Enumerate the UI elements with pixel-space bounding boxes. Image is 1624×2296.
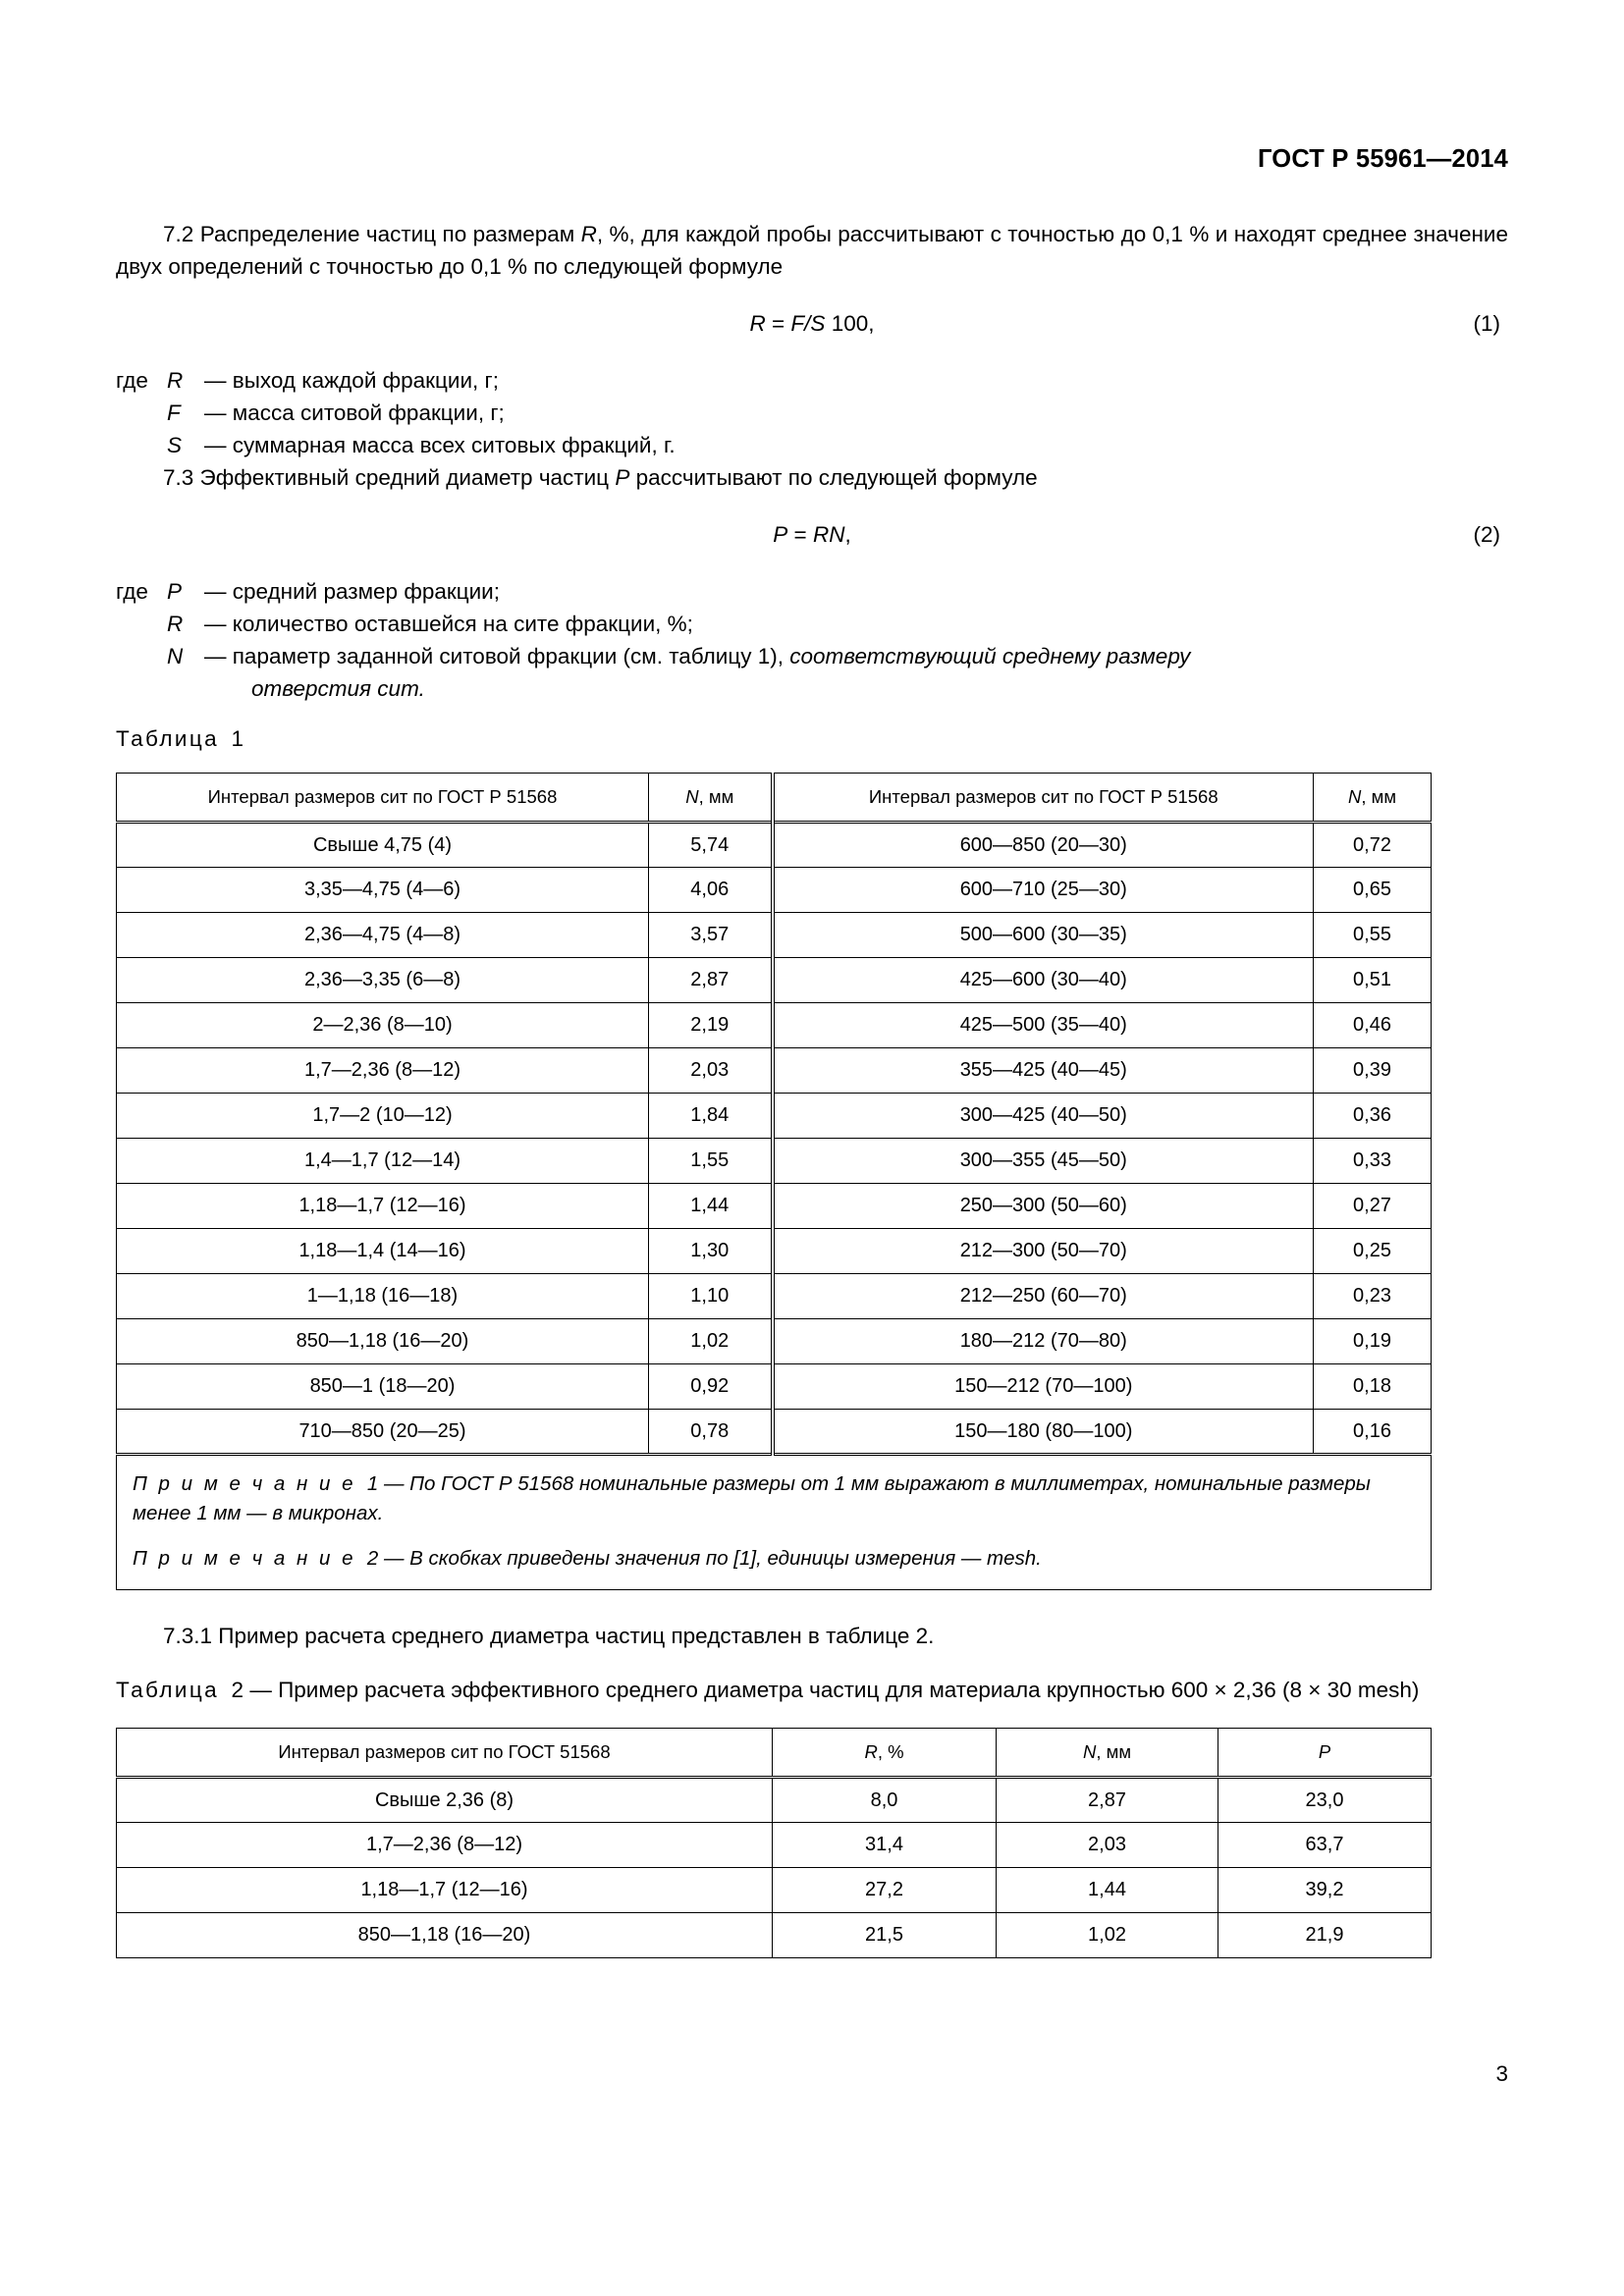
note-number: 2: [366, 1547, 379, 1570]
table-note-2: [133, 1544, 1415, 1574]
cell-interval-right: 150—180 (80—100): [773, 1410, 1314, 1455]
cell-n-right: 0,51: [1314, 958, 1432, 1003]
cell-n: 1,44: [997, 1868, 1218, 1913]
table-1-caption: [116, 722, 1508, 755]
formula-2-rhs-plain: ,: [844, 522, 851, 547]
formula-1-eq: =: [765, 311, 791, 336]
definition-text-continuation: отверстия сит.: [251, 676, 425, 701]
table-row-header: [117, 1729, 1432, 1778]
table-2-header-n: N, мм: [997, 1729, 1218, 1778]
cell-n-right: 0,25: [1314, 1229, 1432, 1274]
cell-n-right: 0,55: [1314, 913, 1432, 958]
definition-row: [116, 640, 1508, 705]
table-2-header-interval: Интервал размеров сит по ГОСТ 51568: [117, 1729, 773, 1778]
cell-n-left: 2,19: [649, 1003, 773, 1048]
table-1-notes: [117, 1455, 1432, 1590]
symbol-R: R: [580, 222, 597, 246]
cell-n-right: 0,72: [1314, 823, 1432, 868]
cell-p: 21,9: [1218, 1913, 1432, 1958]
table-2-caption-label: Таблица: [116, 1678, 220, 1702]
note-text: — По ГОСТ Р 51568 номинальные размеры от 1 мм выражают в миллиметрах, номинальные размеры менее 1 мм — в микронах.: [133, 1472, 1371, 1524]
note-label: П р и м е ч а н и е: [133, 1547, 356, 1570]
table-row: [117, 1410, 1432, 1455]
table-row: [117, 1823, 1432, 1868]
cell-interval-right: 500—600 (30—35): [773, 913, 1314, 958]
cell-interval-left: 1,4—1,7 (12—14): [117, 1139, 649, 1184]
definition-row: [116, 575, 1508, 608]
definition-row: [116, 608, 1508, 640]
table-row: [117, 913, 1432, 958]
cell-n-right: 0,19: [1314, 1319, 1432, 1364]
standard-header: ГОСТ Р 55961—2014: [1257, 145, 1508, 173]
definition-text: — масса ситовой фракции, г;: [204, 400, 505, 425]
cell-interval-right: 180—212 (70—80): [773, 1319, 1314, 1364]
cell-n-left: 1,84: [649, 1094, 773, 1139]
formula-2-rhs-italic: RN: [812, 522, 845, 547]
cell-interval-right: 250—300 (50—60): [773, 1184, 1314, 1229]
where-list-2: [116, 575, 1508, 705]
cell-interval: 1,7—2,36 (8—12): [117, 1823, 773, 1868]
table-2-caption-number: 2: [231, 1678, 244, 1702]
table-row: [117, 1229, 1432, 1274]
table-row: [117, 1913, 1432, 1958]
cell-n-left: 1,44: [649, 1184, 773, 1229]
table-row-header: [117, 774, 1432, 823]
formula-2: [116, 518, 1508, 551]
table-1: [116, 773, 1432, 1590]
table-row: [117, 868, 1432, 913]
clause-7-2-suffix: , %, для каждой пробы рассчитывают с точностью до 0,1 % и находят среднее значение двух определений с точностью до 0,1 % по следующей формуле: [116, 222, 1508, 279]
cell-r: 8,0: [773, 1778, 997, 1823]
cell-n-left: 1,55: [649, 1139, 773, 1184]
definition-row: [116, 397, 1508, 429]
definition-symbol: R: [167, 368, 184, 393]
definition-symbol: P: [167, 579, 183, 604]
clause-7-3-suffix: рассчитывают по следующей формуле: [629, 465, 1038, 490]
where-label-spacer: [116, 429, 167, 461]
table-row: [117, 1139, 1432, 1184]
cell-interval-left: 1—1,18 (16—18): [117, 1274, 649, 1319]
cell-n: 2,87: [997, 1778, 1218, 1823]
definition-symbol: S: [167, 433, 183, 457]
cell-n-left: 2,03: [649, 1048, 773, 1094]
page-content: [116, 218, 1508, 1958]
cell-interval-left: 850—1,18 (16—20): [117, 1319, 649, 1364]
cell-n-left: 4,06: [649, 868, 773, 913]
where-list-1: [116, 364, 1508, 461]
cell-n-right: 0,46: [1314, 1003, 1432, 1048]
formula-2-expression: [773, 518, 850, 551]
cell-interval-left: 1,18—1,4 (14—16): [117, 1229, 649, 1274]
definition-text-composite: [204, 640, 1508, 705]
cell-interval-left: 1,7—2 (10—12): [117, 1094, 649, 1139]
cell-n-right: 0,16: [1314, 1410, 1432, 1455]
clause-7-3-1-paragraph: 7.3.1 Пример расчета среднего диаметра частиц представлен в таблице 2.: [163, 1624, 935, 1648]
clause-7-2-paragraph: [116, 218, 1508, 283]
cell-n-left: 5,74: [649, 823, 773, 868]
table-row: [117, 1003, 1432, 1048]
cell-interval-left: 710—850 (20—25): [117, 1410, 649, 1455]
table-2-caption: [116, 1674, 1508, 1706]
where-label-spacer: [116, 397, 167, 429]
formula-2-number: (2): [1473, 522, 1500, 547]
definition-symbol: F: [167, 400, 181, 425]
cell-interval: 850—1,18 (16—20): [117, 1913, 773, 1958]
table-row: [117, 1048, 1432, 1094]
cell-interval-right: 600—850 (20—30): [773, 823, 1314, 868]
formula-1-rhs-italic: F/S: [790, 311, 826, 336]
table-1-header-n-left: N, мм: [649, 774, 773, 823]
cell-p: 23,0: [1218, 1778, 1432, 1823]
table-row: [117, 823, 1432, 868]
cell-n-left: 2,87: [649, 958, 773, 1003]
cell-r: 27,2: [773, 1868, 997, 1913]
table-2-header-p: P: [1218, 1729, 1432, 1778]
definition-text-plain: — параметр заданной ситовой фракции (см. таблицу 1),: [204, 644, 790, 668]
table-row: [117, 1274, 1432, 1319]
table-row: [117, 1364, 1432, 1410]
note-text: — В скобках приведены значения по [1], единицы измерения — mesh.: [383, 1547, 1042, 1570]
cell-interval-left: 2,36—3,35 (6—8): [117, 958, 649, 1003]
table-1-body: [117, 823, 1432, 1590]
definition-symbol: N: [167, 644, 184, 668]
definition-text: — выход каждой фракции, г;: [204, 368, 500, 393]
cell-n-right: 0,18: [1314, 1364, 1432, 1410]
cell-p: 39,2: [1218, 1868, 1432, 1913]
cell-interval-right: 212—300 (50—70): [773, 1229, 1314, 1274]
cell-n: 1,02: [997, 1913, 1218, 1958]
formula-1-number: (1): [1473, 311, 1500, 336]
formula-2-eq: =: [787, 522, 813, 547]
definition-text: — количество оставшейся на сите фракции, %;: [204, 612, 693, 636]
cell-r: 21,5: [773, 1913, 997, 1958]
cell-interval-right: 150—212 (70—100): [773, 1364, 1314, 1410]
cell-n-left: 1,02: [649, 1319, 773, 1364]
formula-1-rhs-plain: 100,: [825, 311, 875, 336]
definition-text: — средний размер фракции;: [204, 579, 500, 604]
cell-interval-right: 300—425 (40—50): [773, 1094, 1314, 1139]
clause-7-3-prefix: 7.3 Эффективный средний диаметр частиц: [163, 465, 616, 490]
cell-p: 63,7: [1218, 1823, 1432, 1868]
cell-n-left: 1,30: [649, 1229, 773, 1274]
definition-row: [116, 364, 1508, 397]
cell-n-left: 0,78: [649, 1410, 773, 1455]
cell-interval-right: 425—600 (30—40): [773, 958, 1314, 1003]
cell-n-left: 1,10: [649, 1274, 773, 1319]
table-1-header-n-right: N, мм: [1314, 774, 1432, 823]
cell-n-right: 0,33: [1314, 1139, 1432, 1184]
formula-1-expression: [750, 307, 875, 340]
table-1-header-interval-left: Интервал размеров сит по ГОСТ Р 51568: [117, 774, 649, 823]
clause-7-3-paragraph: [116, 461, 1508, 494]
cell-n-right: 0,36: [1314, 1094, 1432, 1139]
table-2-header-r: R, %: [773, 1729, 997, 1778]
table-2: [116, 1728, 1432, 1958]
table-row: [117, 1778, 1432, 1823]
cell-n: 2,03: [997, 1823, 1218, 1868]
table-note-1: [133, 1469, 1415, 1528]
cell-n-left: 0,92: [649, 1364, 773, 1410]
table-row: [117, 958, 1432, 1003]
table-row: [117, 1868, 1432, 1913]
table-2-caption-text: — Пример расчета эффективного среднего диаметра частиц для материала крупностью 600 × 2,36 (8 × 30 mesh): [249, 1678, 1420, 1702]
table-row: [117, 1094, 1432, 1139]
cell-r: 31,4: [773, 1823, 997, 1868]
where-label: где: [116, 579, 148, 604]
cell-n-left: 3,57: [649, 913, 773, 958]
clause-7-2-prefix: 7.2 Распределение частиц по размерам: [163, 222, 581, 246]
formula-2-lhs: P: [773, 522, 788, 547]
cell-n-right: 0,23: [1314, 1274, 1432, 1319]
where-label: где: [116, 368, 148, 393]
cell-interval-left: 3,35—4,75 (4—6): [117, 868, 649, 913]
table-1-notes-row: [117, 1455, 1432, 1590]
definition-text-italic: соответствующий среднему размеру: [789, 644, 1191, 668]
cell-interval-right: 600—710 (25—30): [773, 868, 1314, 913]
table-1-caption-number: 1: [231, 726, 244, 751]
note-label: П р и м е ч а н и е: [133, 1472, 356, 1495]
cell-interval-right: 300—355 (45—50): [773, 1139, 1314, 1184]
symbol-P: P: [615, 465, 630, 490]
cell-interval-left: 1,7—2,36 (8—12): [117, 1048, 649, 1094]
cell-n-right: 0,39: [1314, 1048, 1432, 1094]
cell-n-right: 0,27: [1314, 1184, 1432, 1229]
definition-text: — суммарная масса всех ситовых фракций, г.: [204, 433, 676, 457]
definition-row: [116, 429, 1508, 461]
cell-interval-right: 425—500 (35—40): [773, 1003, 1314, 1048]
cell-interval-left: 1,18—1,7 (12—16): [117, 1184, 649, 1229]
cell-interval-left: Свыше 4,75 (4): [117, 823, 649, 868]
table-1-header-interval-right: Интервал размеров сит по ГОСТ Р 51568: [773, 774, 1314, 823]
formula-1-lhs: R: [749, 311, 766, 336]
cell-interval-left: 2,36—4,75 (4—8): [117, 913, 649, 958]
cell-interval-left: 850—1 (18—20): [117, 1364, 649, 1410]
cell-interval-right: 355—425 (40—45): [773, 1048, 1314, 1094]
page-number: 3: [1495, 2061, 1508, 2086]
table-1-block: [116, 722, 1508, 1590]
cell-interval: 1,18—1,7 (12—16): [117, 1868, 773, 1913]
where-label-spacer: [116, 608, 167, 640]
table-2-block: [116, 1674, 1508, 1958]
table-1-caption-label: Таблица: [116, 726, 220, 751]
cell-n-right: 0,65: [1314, 868, 1432, 913]
where-label-spacer: [116, 640, 167, 705]
cell-interval: Свыше 2,36 (8): [117, 1778, 773, 1823]
table-row: [117, 1184, 1432, 1229]
formula-1: [116, 307, 1508, 340]
note-number: 1: [366, 1472, 379, 1495]
table-row: [117, 1319, 1432, 1364]
table-2-body: [117, 1778, 1432, 1958]
definition-symbol: R: [167, 612, 184, 636]
cell-interval-right: 212—250 (60—70): [773, 1274, 1314, 1319]
cell-interval-left: 2—2,36 (8—10): [117, 1003, 649, 1048]
